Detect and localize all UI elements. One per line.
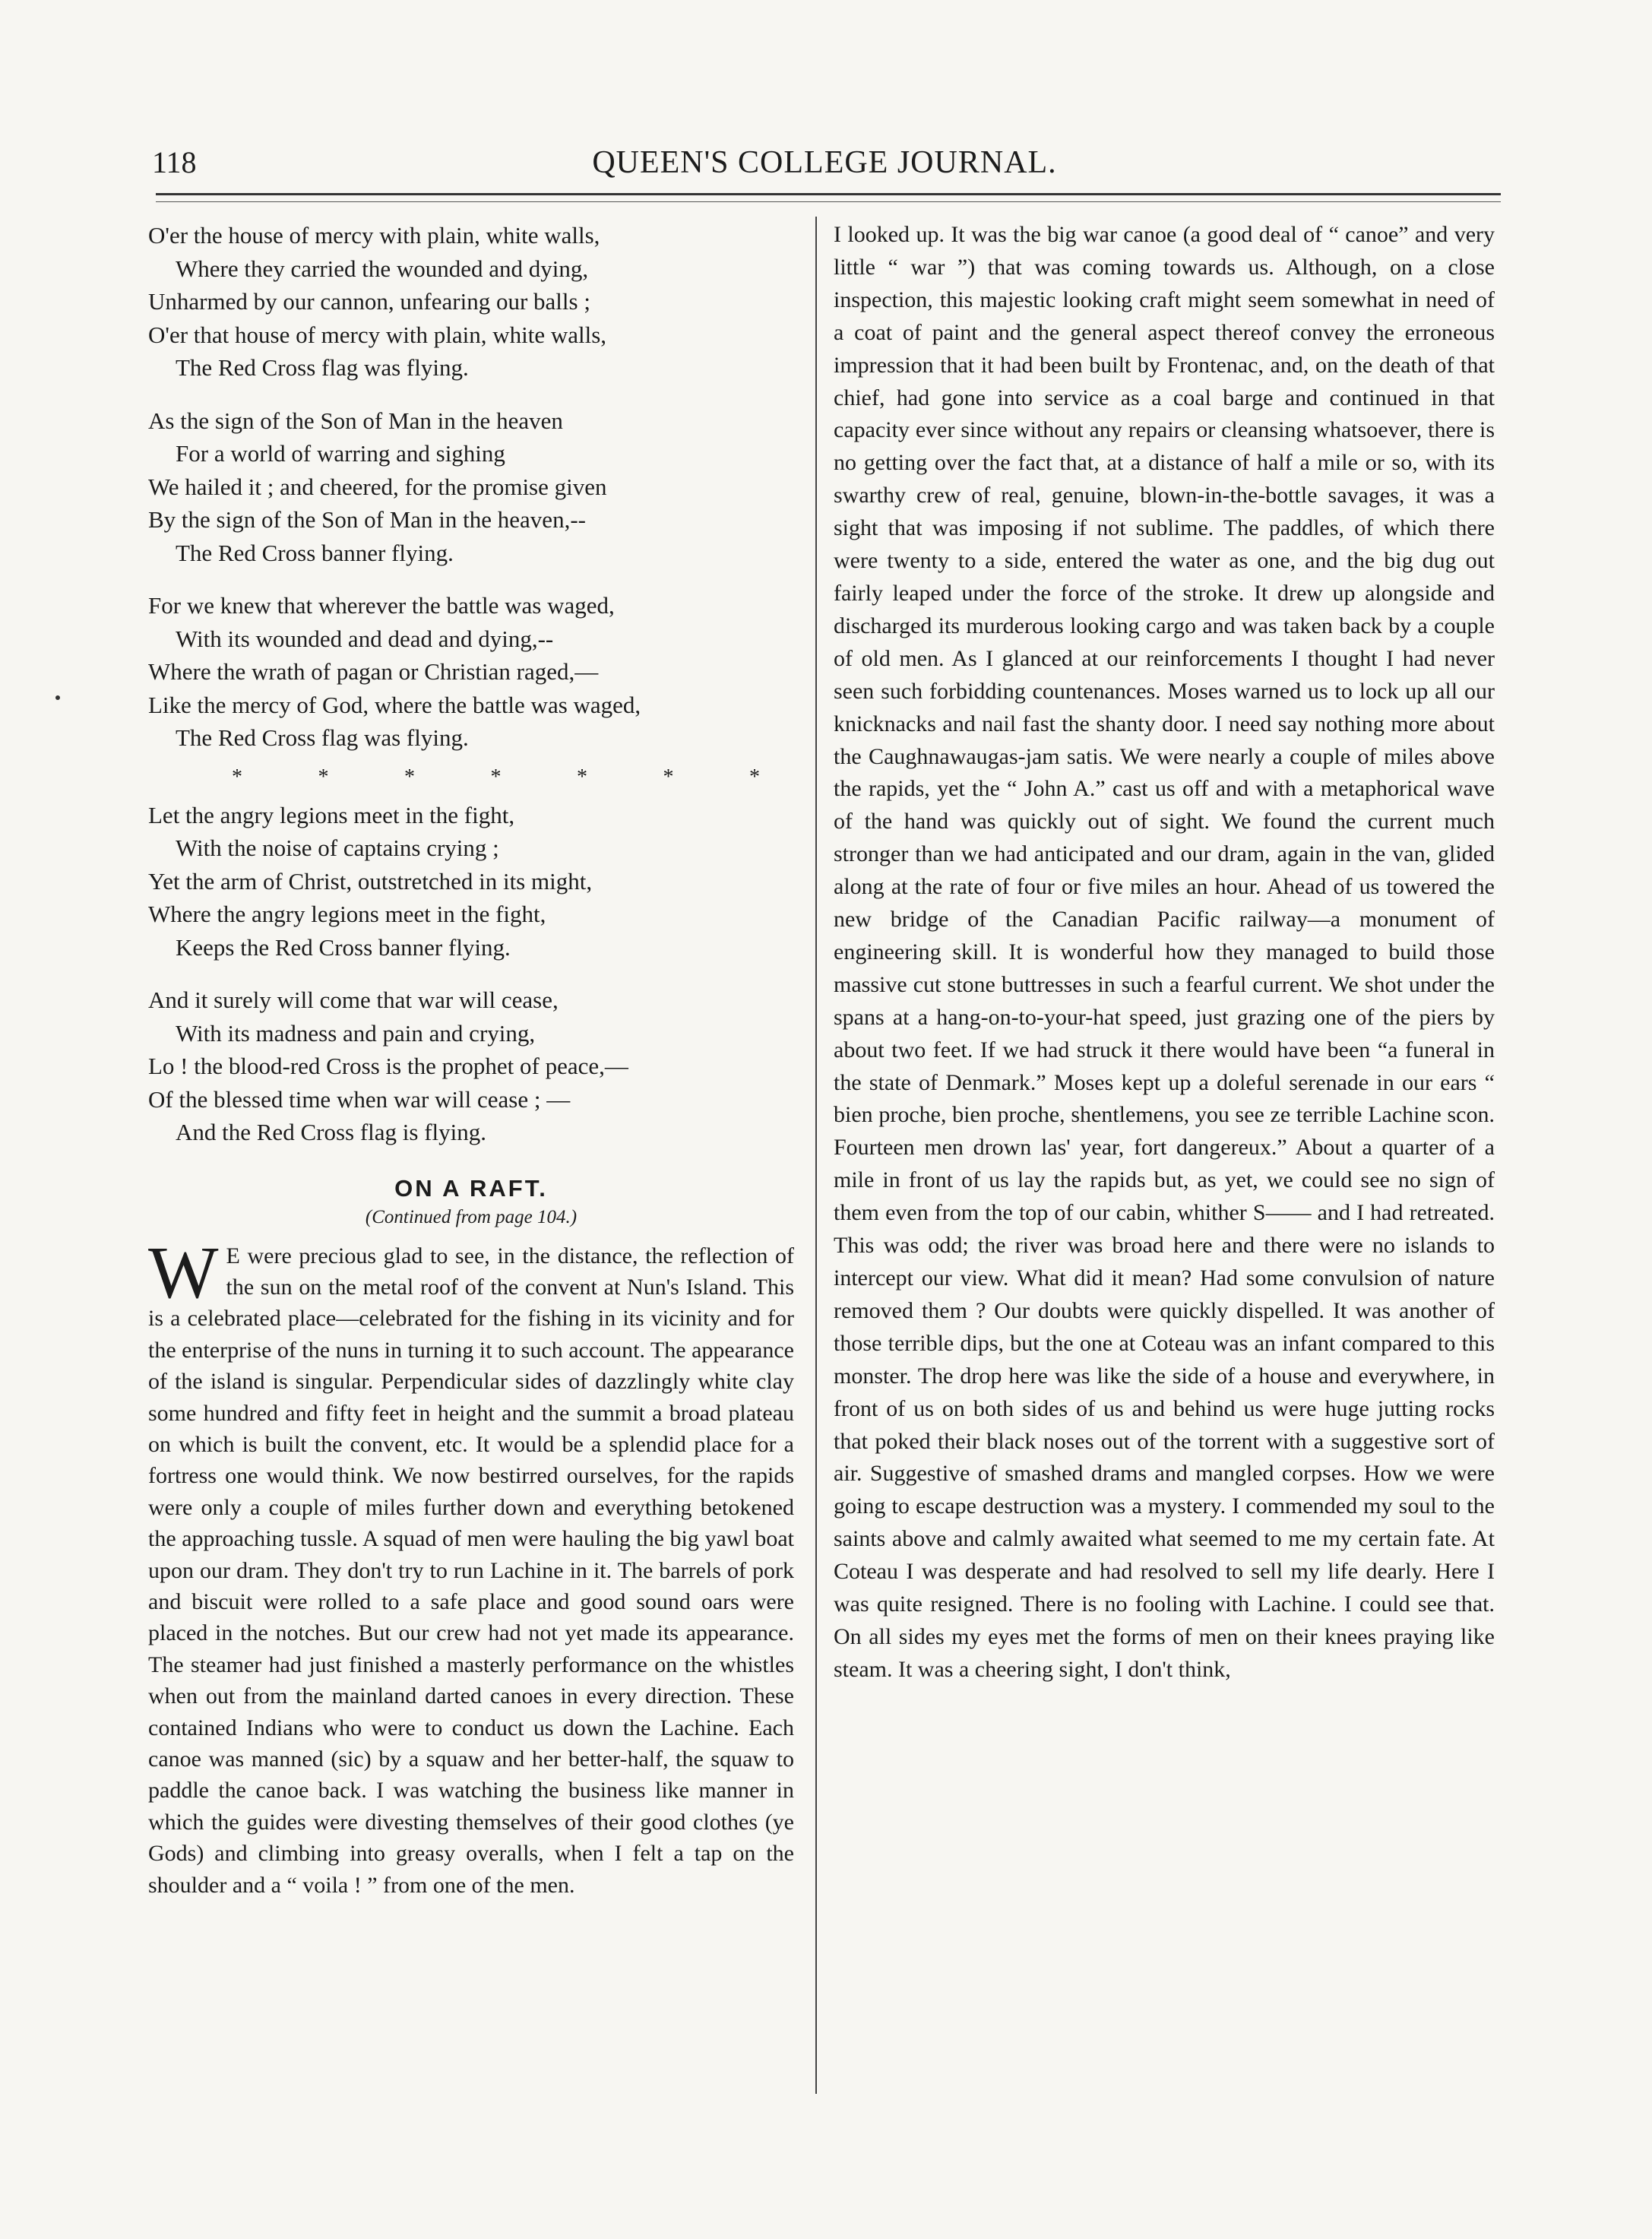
poem-line: O'er that house of mercy with plain, white walls, <box>148 321 607 348</box>
poem-line: Like the mercy of God, where the battle was waged, <box>148 691 641 718</box>
poem-line: Yet the arm of Christ, outstretched in its might, <box>148 867 593 895</box>
poem-line: Where the wrath of pagan or Christian raged,— <box>148 658 599 685</box>
stanza-break-stars <box>148 762 794 793</box>
right-column <box>834 219 1495 1686</box>
star-ornament: * <box>318 765 329 789</box>
star-ornament: * <box>663 765 674 789</box>
poem-stanza <box>148 404 794 570</box>
poem-line: O'er the house of mercy with plain, white walls, <box>148 222 600 249</box>
column-divider <box>815 217 817 2094</box>
poem-line: Where the angry legions meet in the fight, <box>148 901 546 927</box>
article-body-left <box>148 1231 794 1902</box>
poem-line: The Red Cross banner flying. <box>176 539 454 566</box>
poem-line: Lo ! the blood-red Cross is the prophet of peace,— <box>148 1053 628 1079</box>
page-header <box>152 144 1497 190</box>
star-ornament: * <box>577 765 587 789</box>
poem-line: We hailed it ; and cheered, for the promise given <box>148 473 607 500</box>
poem-line: For a world of warring and sighing <box>176 440 505 467</box>
poem-line: Keeps the Red Cross banner flying. <box>176 933 511 961</box>
poem-line: The Red Cross flag was flying. <box>176 354 469 381</box>
article-body-right: I looked up. It was the big war canoe (a good deal of “ canoe” and very little “ war ”) that was coming towards us. Although, on a close inspection, this majestic looking craft might seem somewhat in need of a coat of paint and the general aspect thereof convey the erroneous impression that it had been built by Frontenac, and, on the death of that chief, had gone into service as a coal barge and continued in that capacity ever since without any repairs or cleansing whatsoever, there is no getting over the fact that, at a distance of half a mile or so, with its swarthy crew of real, genuine, blown-in-the-bottle savages, it was a sight that was imposing if not sublime. The paddles, of which there were twenty to a side, entered the water as one, and the big dug out fairly leaped under the force of the stroke. It drew up alongside and discharged its murderous looking cargo and was taken back by a couple of old men. As I glanced at our reinforcements I thought I had never seen such forbidding countenances. Moses warned us to lock up all our knicknacks and nail fast the shanty door. I need say nothing more about the Caughnawaugas-jam satis. We were nearly a couple of miles above the rapids, yet the “ John A.” cast us off and with a metaphorical wave of the hand was quickly out of sight. We found the current much stronger than we had anticipated and our dram, again in the van, glided along at the rate of four or five miles an hour. Ahead of us towered the new bridge of the Canadian Pacific railway—a monument of engineering skill. It is wonderful how they managed to build those massive cut stone buttresses in such a fearful current. We shot under the spans at a hang-on-to-your-hat speed, just grazing one of the piers by about two feet. If we had struck it there would have been “a funeral in the state of Denmark.” Moses kept up a doleful serenade in our ears “ bien proche, bien proche, shentlemens, you see ze terrible Lachine scon. Fourteen men drown las' year, fort dangereux.” About a quarter of a mile in front of us lay the rapids but, as yet, we could see no sign of them even from the top of our cabin, whither S—— and I had retreated. This was odd; the river was broad here and there were no islands to intercept our view. What did it mean? Had some convulsion of nature removed them ? Our doubts were quickly dispelled. It was another of those terrible dips, but the one at Coteau was an infant compared to this monster. The drop here was like the side of a house and everywhere, in front of us on both sides of us and behind us were huge jutting rocks that poked their black noses out of the torrent with a suggestive sort of air. Suggestive of smashed drams and mangled corpses. How we were going to escape destruction was a mystery. I commended my soul to the saints above and calmly awaited what seemed to me my certain fate. At Coteau I was desperate and had resolved to sell my life dearly. Here I was quite resigned. There is no fooling with Lachine. I could see that. On all sides my eyes met the forms of men on their knees praying like steam. It was a cheering sight, I don't think, <box>834 222 1495 1682</box>
star-ornament: * <box>404 765 415 789</box>
poem-line: And the Red Cross flag is flying. <box>176 1119 486 1145</box>
poem-line: With the noise of captains crying ; <box>176 834 499 861</box>
poem-line: With its madness and pain and crying, <box>176 1019 536 1047</box>
journal-title: QUEEN'S COLLEGE JOURNAL. <box>592 145 1057 180</box>
margin-speck <box>55 695 60 700</box>
poem <box>148 219 794 1149</box>
header-rule-thin <box>156 201 1501 202</box>
left-column <box>148 219 794 1901</box>
poem-line: By the sign of the Son of Man in the heaven,-- <box>148 506 586 533</box>
page-number: 118 <box>152 145 197 179</box>
star-ornament: * <box>490 765 502 789</box>
article-continuation-note: (Continued from page 104.) <box>365 1206 578 1227</box>
drop-cap: W <box>148 1231 219 1314</box>
star-ornament: * <box>749 765 760 789</box>
poem-line: And it surely will come that war will cease, <box>148 986 559 1013</box>
header-rule <box>156 193 1501 195</box>
poem-line: Unharmed by our cannon, unfearing our balls ; <box>148 288 590 315</box>
poem-line: Of the blessed time when war will cease ; — <box>148 1085 571 1113</box>
poem-line: The Red Cross flag was flying. <box>176 724 469 751</box>
article-title: ON A RAFT. <box>394 1174 548 1202</box>
poem-line: Where they carried the wounded and dying, <box>176 255 589 282</box>
poem-line: Let the angry legions meet in the fight, <box>148 801 515 828</box>
poem-stanza <box>148 219 794 385</box>
star-ornament: * <box>232 765 242 789</box>
poem-stanza <box>148 589 794 755</box>
article-text-left: E were precious glad to see, in the distance, the reflection of the sun on the metal roof of the convent at Nun's Island. This is a celebrated place—celebrated for the fishing in its vicinity and for the enterprise of the nuns in turning it to such account. The appearance of the island is singular. Perpendicular sides of dazzlingly white clay some hundred and fifty feet in height and the summit a broad plateau on which is built the convent, etc. It would be a splendid place for a fortress one would think. We now bestirred ourselves, for the rapids were only a couple of miles further down and everything betokened the approaching tussle. A squad of men were hauling the big yawl boat upon our dram. They don't try to run Lachine in it. The barrels of pork and biscuit were rolled to a safe place and good sound oars were placed in the notches. But our crew had not yet made its appearance. The steamer had just finished a masterly performance on the whistles when out from the mainland darted canoes in every direction. These contained Indians who were to conduct us down the Lachine. Each canoe was manned (sic) by a squaw and her better-half, the squaw to paddle the canoe back. I was watching the business like manner in which the guides were divesting themselves of their good clothes (ye Gods) and climbing into greasy overalls, when I felt a tap on the shoulder and a “ voila ! ” from one of the men. <box>148 1243 794 1898</box>
poem-line: As the sign of the Son of Man in the heaven <box>148 407 563 434</box>
poem-line: With its wounded and dead and dying,-- <box>176 625 554 652</box>
poem-line: For we knew that wherever the battle was waged, <box>148 592 615 619</box>
poem-stanza <box>148 799 794 964</box>
poem-stanza <box>148 983 794 1149</box>
